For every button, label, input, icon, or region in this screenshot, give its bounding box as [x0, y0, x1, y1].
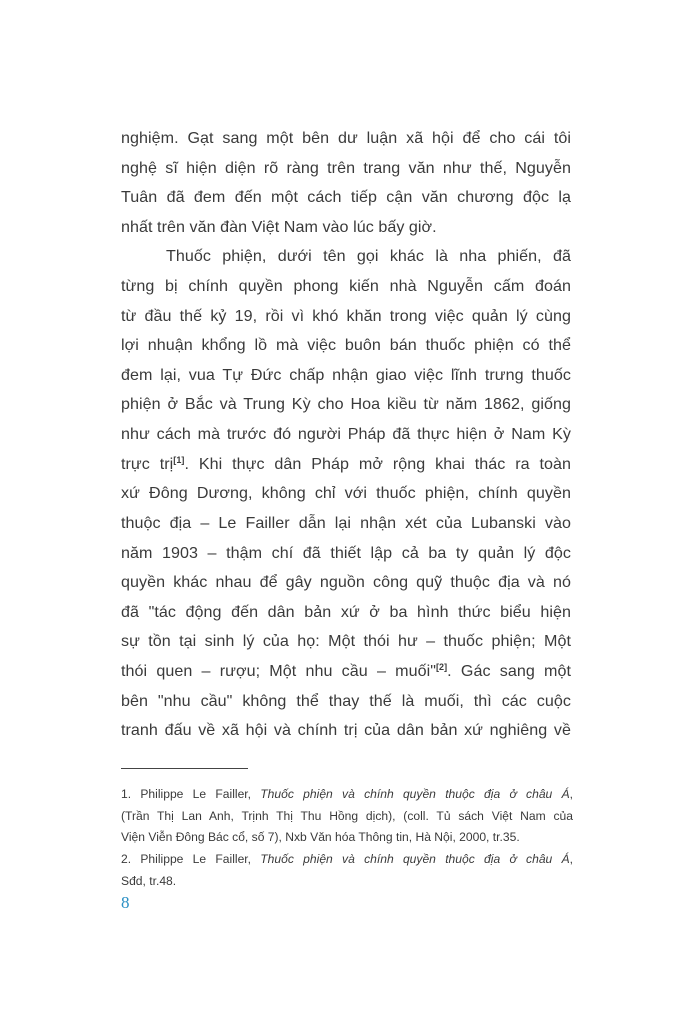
text-segment: trực trị [121, 454, 174, 473]
footnote-ref-1[interactable]: [1] [173, 454, 185, 465]
text-line: Tuân đã đem đến một cách tiếp cận văn chương độc lạ [121, 188, 571, 207]
text-line: phiện ở Bắc và Trung Kỳ cho Hoa kiều từ năm 1862, giống [121, 395, 571, 414]
footnote-2-line: Sđd, tr.48. [121, 873, 177, 888]
text-line: nghiệm. Gạt sang một bên dư luận xã hội để cho cái tôi [121, 129, 571, 147]
text-line: quyền khác nhau để gây nguồn công quỹ thuộc địa và nó [121, 573, 571, 592]
text-line: từ đầu thế kỷ 19, rồi vì khó khăn trong việc quản lý cùng [121, 306, 571, 325]
footnote-1-line: (Trần Thị Lan Anh, Trịnh Thị Thu Hồng dịch), (coll. Tủ sách Việt Nam của [121, 808, 573, 823]
footnote-text: , [569, 787, 573, 801]
footnote-book-title: Thuốc phiện và chính quyền thuộc địa ở châu Á [260, 787, 570, 801]
footnote-divider [121, 768, 248, 769]
text-segment: . Khi thực dân Pháp mở rộng khai thác ra toàn [184, 454, 571, 473]
footnote-text: 2. Philippe Le Failler, [121, 852, 261, 867]
text-line: nghệ sĩ hiện diện rõ ràng trên trang văn như thế, Nguyễn [121, 158, 571, 177]
text-line: bên "nhu cầu" không thể thay thế là muối, thì các cuộc [121, 691, 571, 710]
text-line: năm 1903 – thậm chí đã thiết lập cả ba ty quản lý độc [121, 543, 571, 562]
page-number: 8 [121, 893, 130, 912]
text-line: thuộc địa – Le Failler dẫn lại nhận xét của Lubanski vào [121, 513, 571, 532]
footnote-text: , [569, 852, 573, 867]
text-segment: thói quen – rượu; Một nhu cầu – muối" [121, 661, 436, 680]
text-line: xứ Đông Dương, không chỉ với thuốc phiện, chính quyền [121, 484, 571, 503]
text-line [121, 450, 571, 480]
text-line: từng bị chính quyền phong kiến nhà Nguyễn cấm đoán [121, 277, 571, 296]
footnote-ref-2[interactable]: [2] [436, 661, 448, 672]
footnotes [121, 784, 573, 892]
text-line: sự tồn tại sinh lý của họ: Một thói hư – thuốc phiện; Một [121, 632, 571, 651]
footnote-1 [121, 784, 573, 806]
text-line: như cách mà trước đó người Pháp đã thực hiện ở Nam Kỳ [121, 425, 571, 444]
footnote-text: 1. Philippe Le Failler, [121, 787, 261, 801]
footnote-book-title: Thuốc phiện và chính quyền thuộc địa ở châu Á [260, 852, 570, 867]
text-segment: . Gác sang một [447, 661, 572, 680]
text-line: đã "tác động đến dân bản xứ ở ba hình thức biểu hiện [121, 602, 571, 621]
body-text [121, 124, 571, 746]
footnote-1-line: Viện Viễn Đông Bác cổ, số 7), Nxb Văn hóa Thông tin, Hà Nội, 2000, tr.35. [121, 830, 520, 845]
text-line: tranh đấu về xã hội và chính trị của dân bản xứ nghiêng về [121, 721, 571, 740]
text-line: lợi nhuận khổng lồ mà việc buôn bán thuốc phiện có thể [121, 336, 571, 355]
footnote-2 [121, 849, 573, 871]
text-line: Thuốc phiện, dưới tên gọi khác là nha phiến, đã [166, 247, 571, 266]
text-line: nhất trên văn đàn Việt Nam vào lúc bấy giờ. [121, 217, 437, 236]
text-line [121, 657, 571, 687]
text-line: đem lại, vua Tự Đức chấp nhận giao việc lĩnh trưng thuốc [121, 365, 571, 384]
